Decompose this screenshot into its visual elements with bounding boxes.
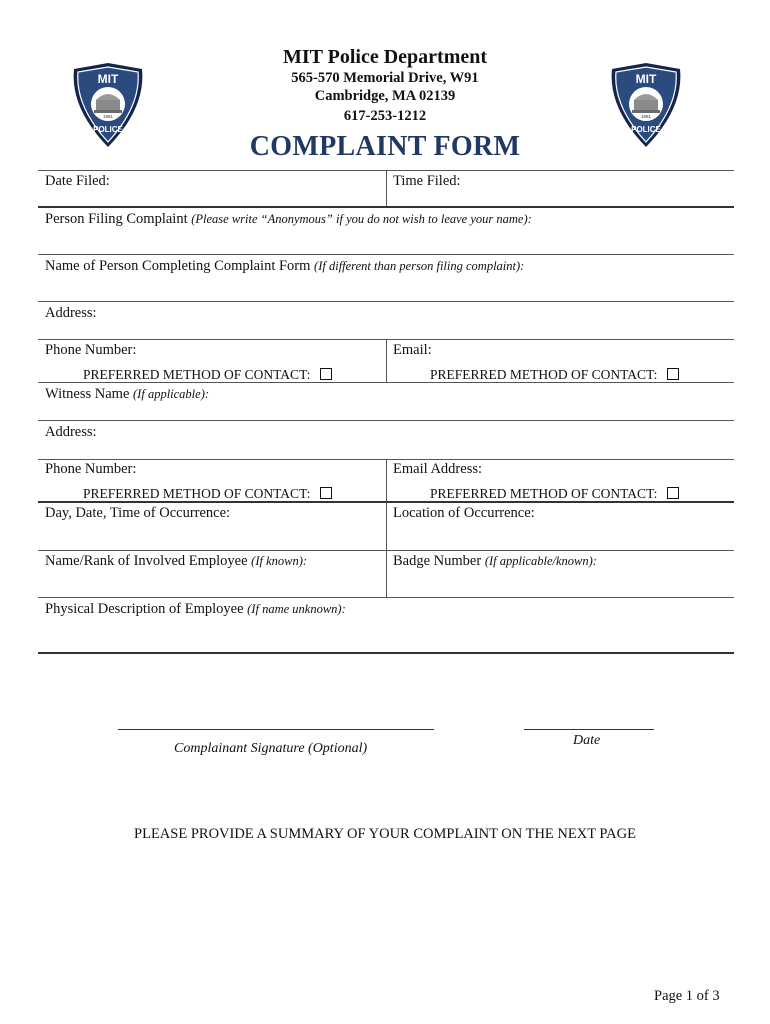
physical-description-label: Physical Description of Employee — [45, 601, 244, 617]
summary-instruction: PLEASE PROVIDE A SUMMARY OF YOUR COMPLAINT ON THE NEXT PAGE — [134, 826, 636, 842]
preferred-contact-label: PREFERRED METHOD OF CONTACT: — [430, 486, 658, 501]
witness-address-field[interactable]: Address: — [45, 424, 97, 440]
physical-description-note: (If name unknown): — [247, 602, 346, 616]
time-filed-field[interactable]: Time Filed: — [393, 173, 461, 189]
occurrence-location-field[interactable]: Location of Occurrence: — [393, 505, 535, 521]
witness-phone-field[interactable]: Phone Number: — [45, 461, 137, 477]
employee-name-note: (If known): — [251, 554, 308, 568]
preferred-contact-witness-email[interactable] — [430, 486, 679, 502]
badge-number-label: Badge Number — [393, 553, 482, 569]
witness-name-field[interactable] — [45, 386, 209, 403]
email-address-field[interactable]: Email Address: — [393, 461, 483, 477]
employee-name-label: Name/Rank of Involved Employee — [45, 553, 248, 569]
preferred-contact-email[interactable] — [430, 367, 679, 383]
address-line-1: 565-570 Memorial Drive, W91 — [291, 70, 479, 86]
column-divider — [386, 459, 387, 551]
form-title: COMPLAINT FORM — [249, 131, 521, 162]
date-filed-field[interactable]: Date Filed: — [45, 173, 110, 189]
witness-name-note: (If applicable): — [133, 387, 210, 401]
signature-caption: Complainant Signature (Optional) — [174, 741, 368, 756]
preferred-contact-label: PREFERRED METHOD OF CONTACT: — [83, 367, 311, 382]
occurrence-time-field[interactable]: Day, Date, Time of Occurrence: — [45, 505, 231, 521]
column-divider — [386, 339, 387, 382]
email-field[interactable]: Email: — [393, 342, 432, 358]
employee-name-field[interactable] — [45, 553, 307, 570]
divider — [38, 501, 734, 503]
badge-year: 1861 — [640, 114, 652, 119]
badge-top-text: MIT — [635, 72, 657, 86]
preferred-contact-label: PREFERRED METHOD OF CONTACT: — [430, 367, 658, 382]
badge-year: 1861 — [102, 114, 114, 119]
witness-name-label: Witness Name — [45, 386, 130, 402]
address-field[interactable]: Address: — [45, 305, 97, 321]
column-divider — [386, 550, 387, 597]
divider — [38, 652, 734, 654]
column-divider — [386, 170, 387, 206]
department-name: MIT Police Department — [282, 46, 488, 68]
divider — [38, 382, 734, 383]
name-completing-label: Name of Person Completing Complaint Form — [45, 258, 311, 274]
badge-bottom-text: POLICE — [93, 125, 123, 134]
department-phone: 617-253-1212 — [343, 108, 427, 124]
date-line[interactable] — [524, 729, 654, 730]
preferred-contact-witness-phone[interactable] — [83, 486, 332, 502]
divider — [38, 254, 734, 255]
divider — [38, 420, 734, 421]
name-completing-note: (If different than person filing complaint): — [314, 259, 525, 273]
divider — [38, 597, 734, 598]
badge-bottom-text: POLICE — [631, 125, 661, 134]
person-filing-field[interactable] — [45, 211, 532, 228]
checkbox[interactable] — [320, 368, 332, 380]
person-filing-note: (Please write “Anonymous” if you do not wish to leave your name): — [191, 212, 532, 226]
checkbox[interactable] — [320, 487, 332, 499]
checkbox[interactable] — [667, 487, 679, 499]
signature-line[interactable] — [118, 729, 434, 730]
page-number: Page 1 of 3 — [654, 988, 720, 1004]
person-filing-label: Person Filing Complaint — [45, 211, 188, 227]
checkbox[interactable] — [667, 368, 679, 380]
preferred-contact-label: PREFERRED METHOD OF CONTACT: — [83, 486, 311, 501]
badge-number-field[interactable] — [393, 553, 597, 570]
address-line-2: Cambridge, MA 02139 — [314, 88, 456, 104]
physical-description-field[interactable] — [45, 601, 346, 618]
badge-number-note: (If applicable/known): — [484, 554, 597, 568]
phone-number-field[interactable]: Phone Number: — [45, 342, 137, 358]
date-caption: Date — [573, 733, 601, 748]
divider — [38, 301, 734, 302]
name-completing-field[interactable] — [45, 258, 524, 275]
badge-top-text: MIT — [97, 72, 119, 86]
preferred-contact-phone[interactable] — [83, 367, 332, 383]
divider — [38, 206, 734, 208]
